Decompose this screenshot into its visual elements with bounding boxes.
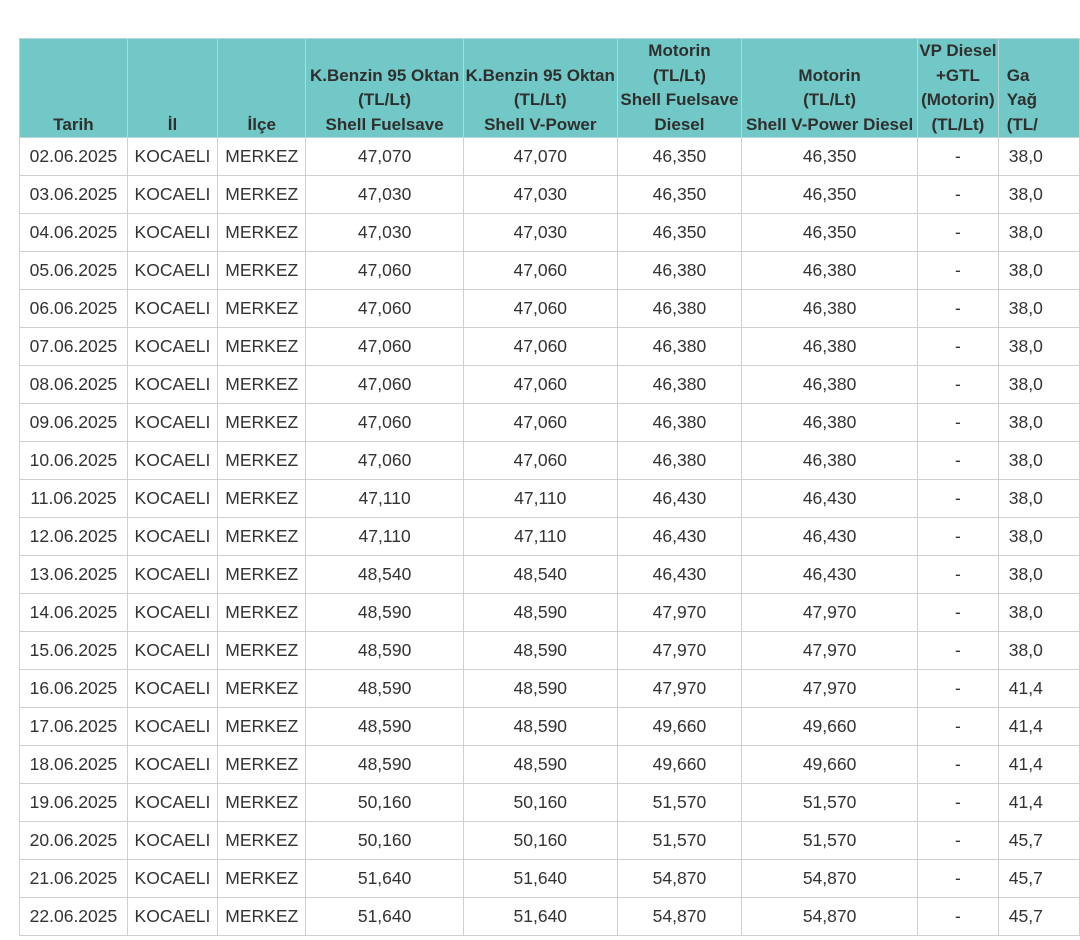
cell-diesel-vpower: 46,380 [742, 290, 918, 328]
cell-province: KOCAELI [127, 632, 217, 670]
cell-date: 14.06.2025 [20, 594, 128, 632]
cell-gasoline-fuelsave: 48,590 [306, 670, 463, 708]
cell-vp-diesel-gtl: - [918, 708, 999, 746]
table-row [20, 252, 1080, 290]
cell-gasoline-vpower: 51,640 [463, 898, 617, 936]
cell-partial-column: 41,4 [998, 670, 1079, 708]
cell-diesel-vpower: 49,660 [742, 708, 918, 746]
cell-partial-column: 38,0 [998, 442, 1079, 480]
column-header-line: İlçe [247, 114, 276, 134]
table-row [20, 290, 1080, 328]
cell-gasoline-vpower: 47,110 [463, 518, 617, 556]
cell-date: 16.06.2025 [20, 670, 128, 708]
cell-date: 07.06.2025 [20, 328, 128, 366]
cell-partial-column: 41,4 [998, 708, 1079, 746]
cell-date: 13.06.2025 [20, 556, 128, 594]
cell-gasoline-vpower: 51,640 [463, 860, 617, 898]
column-header-line: Yağ [1006, 90, 1037, 109]
column-header-line: K.Benzin 95 Oktan [465, 65, 615, 85]
cell-diesel-fuelsave: 51,570 [617, 784, 741, 822]
column-header-diesel-vpower [742, 39, 918, 138]
table-row [20, 214, 1080, 252]
cell-diesel-vpower: 54,870 [742, 898, 918, 936]
table-row [20, 328, 1080, 366]
cell-vp-diesel-gtl: - [918, 214, 999, 252]
cell-vp-diesel-gtl: - [918, 404, 999, 442]
cell-district: MERKEZ [218, 708, 306, 746]
table-row [20, 594, 1080, 632]
cell-vp-diesel-gtl: - [918, 670, 999, 708]
cell-province: KOCAELI [127, 290, 217, 328]
cell-district: MERKEZ [218, 366, 306, 404]
cell-gasoline-fuelsave: 47,060 [306, 442, 463, 480]
cell-diesel-fuelsave: 46,380 [617, 328, 741, 366]
cell-date: 12.06.2025 [20, 518, 128, 556]
cell-diesel-vpower: 54,870 [742, 860, 918, 898]
cell-diesel-fuelsave: 46,430 [617, 556, 741, 594]
cell-gasoline-vpower: 47,030 [463, 176, 617, 214]
cell-date: 06.06.2025 [20, 290, 128, 328]
cell-diesel-vpower: 46,430 [742, 556, 918, 594]
cell-diesel-vpower: 47,970 [742, 670, 918, 708]
cell-gasoline-vpower: 48,590 [463, 670, 617, 708]
cell-district: MERKEZ [218, 176, 306, 214]
cell-date: 10.06.2025 [20, 442, 128, 480]
cell-gasoline-fuelsave: 50,160 [306, 784, 463, 822]
cell-gasoline-fuelsave: 47,070 [306, 138, 463, 176]
cell-diesel-fuelsave: 46,350 [617, 138, 741, 176]
column-header-province [127, 39, 217, 138]
cell-diesel-fuelsave: 51,570 [617, 822, 741, 860]
cell-gasoline-fuelsave: 47,060 [306, 290, 463, 328]
cell-district: MERKEZ [218, 898, 306, 936]
cell-partial-column: 45,7 [998, 822, 1079, 860]
cell-province: KOCAELI [127, 252, 217, 290]
cell-district: MERKEZ [218, 138, 306, 176]
cell-date: 11.06.2025 [20, 480, 128, 518]
cell-diesel-vpower: 49,660 [742, 746, 918, 784]
column-header-partial-column [998, 39, 1079, 138]
cell-diesel-vpower: 51,570 [742, 822, 918, 860]
column-header-line: Shell V-Power Diesel [745, 114, 914, 134]
fuel-price-table [19, 38, 1080, 936]
cell-diesel-fuelsave: 54,870 [617, 898, 741, 936]
cell-vp-diesel-gtl: - [918, 328, 999, 366]
cell-gasoline-vpower: 47,060 [463, 404, 617, 442]
column-header-gasoline-vpower [463, 39, 617, 138]
cell-vp-diesel-gtl: - [918, 138, 999, 176]
table-row [20, 632, 1080, 670]
column-header-line: Motorin [798, 65, 861, 85]
cell-gasoline-vpower: 47,060 [463, 366, 617, 404]
cell-partial-column: 38,0 [998, 176, 1079, 214]
cell-date: 05.06.2025 [20, 252, 128, 290]
cell-district: MERKEZ [218, 670, 306, 708]
cell-gasoline-vpower: 50,160 [463, 822, 617, 860]
cell-vp-diesel-gtl: - [918, 860, 999, 898]
cell-date: 04.06.2025 [20, 214, 128, 252]
table-row [20, 442, 1080, 480]
table-row [20, 708, 1080, 746]
cell-vp-diesel-gtl: - [918, 480, 999, 518]
column-header-date [20, 39, 128, 138]
cell-vp-diesel-gtl: - [918, 518, 999, 556]
cell-partial-column: 38,0 [998, 138, 1079, 176]
cell-gasoline-fuelsave: 48,540 [306, 556, 463, 594]
table-row [20, 860, 1080, 898]
cell-diesel-vpower: 46,380 [742, 366, 918, 404]
cell-province: KOCAELI [127, 214, 217, 252]
column-header-line: (TL/Lt) [803, 90, 856, 109]
table-header-row [20, 39, 1080, 138]
cell-diesel-fuelsave: 46,380 [617, 252, 741, 290]
cell-vp-diesel-gtl: - [918, 594, 999, 632]
cell-vp-diesel-gtl: - [918, 366, 999, 404]
column-header-line: (TL/ [1006, 114, 1038, 134]
cell-province: KOCAELI [127, 822, 217, 860]
column-header-line: (TL/Lt) [931, 114, 985, 134]
cell-partial-column: 41,4 [998, 784, 1079, 822]
cell-gasoline-fuelsave: 47,110 [306, 518, 463, 556]
cell-vp-diesel-gtl: - [918, 442, 999, 480]
table-row [20, 898, 1080, 936]
cell-diesel-fuelsave: 49,660 [617, 746, 741, 784]
cell-diesel-fuelsave: 47,970 [617, 670, 741, 708]
cell-gasoline-vpower: 48,590 [463, 746, 617, 784]
cell-gasoline-fuelsave: 51,640 [306, 898, 463, 936]
cell-gasoline-fuelsave: 50,160 [306, 822, 463, 860]
cell-province: KOCAELI [127, 328, 217, 366]
cell-date: 09.06.2025 [20, 404, 128, 442]
cell-district: MERKEZ [218, 252, 306, 290]
cell-date: 08.06.2025 [20, 366, 128, 404]
column-header-line: (TL/Lt) [358, 90, 412, 109]
column-header-line: Shell Fuelsave [620, 90, 739, 109]
table-row [20, 784, 1080, 822]
cell-district: MERKEZ [218, 594, 306, 632]
cell-gasoline-fuelsave: 48,590 [306, 632, 463, 670]
table-row [20, 746, 1080, 784]
column-header-line: Ga [1006, 65, 1030, 85]
table-row [20, 556, 1080, 594]
cell-vp-diesel-gtl: - [918, 252, 999, 290]
cell-gasoline-fuelsave: 47,030 [306, 214, 463, 252]
cell-gasoline-vpower: 48,590 [463, 708, 617, 746]
cell-diesel-fuelsave: 46,430 [617, 518, 741, 556]
cell-partial-column: 45,7 [998, 860, 1079, 898]
cell-gasoline-vpower: 47,110 [463, 480, 617, 518]
cell-gasoline-fuelsave: 48,590 [306, 594, 463, 632]
table-row [20, 480, 1080, 518]
cell-province: KOCAELI [127, 594, 217, 632]
cell-gasoline-fuelsave: 47,060 [306, 252, 463, 290]
table-row [20, 404, 1080, 442]
column-header-line: (TL/Lt) [653, 65, 706, 85]
column-header-line: Motorin [648, 41, 711, 60]
table-row [20, 138, 1080, 176]
cell-diesel-vpower: 51,570 [742, 784, 918, 822]
cell-vp-diesel-gtl: - [918, 290, 999, 328]
cell-diesel-vpower: 46,350 [742, 214, 918, 252]
cell-partial-column: 38,0 [998, 290, 1079, 328]
column-header-line: +GTL [935, 65, 980, 85]
cell-gasoline-vpower: 50,160 [463, 784, 617, 822]
cell-diesel-fuelsave: 46,380 [617, 290, 741, 328]
cell-diesel-fuelsave: 46,380 [617, 366, 741, 404]
cell-vp-diesel-gtl: - [918, 898, 999, 936]
column-header-diesel-fuelsave [617, 39, 741, 138]
cell-partial-column: 45,7 [998, 898, 1079, 936]
cell-province: KOCAELI [127, 708, 217, 746]
cell-province: KOCAELI [127, 860, 217, 898]
cell-diesel-vpower: 47,970 [742, 594, 918, 632]
cell-partial-column: 38,0 [998, 252, 1079, 290]
cell-province: KOCAELI [127, 518, 217, 556]
table-row [20, 822, 1080, 860]
column-header-vp-diesel-gtl [918, 39, 999, 138]
cell-gasoline-vpower: 47,060 [463, 328, 617, 366]
cell-partial-column: 38,0 [998, 214, 1079, 252]
column-header-line: (Motorin) [921, 90, 995, 109]
cell-partial-column: 38,0 [998, 366, 1079, 404]
cell-diesel-vpower: 46,430 [742, 518, 918, 556]
column-header-gasoline-fuelsave [306, 39, 463, 138]
cell-province: KOCAELI [127, 138, 217, 176]
cell-diesel-fuelsave: 46,350 [617, 176, 741, 214]
cell-province: KOCAELI [127, 746, 217, 784]
cell-district: MERKEZ [218, 480, 306, 518]
column-header-line: (TL/Lt) [513, 90, 567, 109]
table-row [20, 518, 1080, 556]
cell-diesel-fuelsave: 47,970 [617, 632, 741, 670]
cell-diesel-vpower: 47,970 [742, 632, 918, 670]
cell-gasoline-fuelsave: 47,060 [306, 328, 463, 366]
cell-vp-diesel-gtl: - [918, 556, 999, 594]
cell-province: KOCAELI [127, 366, 217, 404]
cell-district: MERKEZ [218, 442, 306, 480]
cell-district: MERKEZ [218, 290, 306, 328]
cell-diesel-vpower: 46,380 [742, 404, 918, 442]
cell-gasoline-vpower: 48,590 [463, 594, 617, 632]
cell-diesel-vpower: 46,430 [742, 480, 918, 518]
cell-gasoline-vpower: 47,070 [463, 138, 617, 176]
cell-date: 21.06.2025 [20, 860, 128, 898]
cell-diesel-fuelsave: 54,870 [617, 860, 741, 898]
column-header-line: VP Diesel [919, 41, 997, 60]
cell-diesel-fuelsave: 47,970 [617, 594, 741, 632]
cell-partial-column: 38,0 [998, 480, 1079, 518]
column-header-line: Diesel [654, 114, 705, 134]
cell-province: KOCAELI [127, 784, 217, 822]
cell-district: MERKEZ [218, 556, 306, 594]
column-header-line: Shell V-Power [484, 114, 597, 134]
cell-diesel-vpower: 46,380 [742, 328, 918, 366]
cell-partial-column: 38,0 [998, 594, 1079, 632]
cell-province: KOCAELI [127, 404, 217, 442]
cell-district: MERKEZ [218, 404, 306, 442]
cell-date: 18.06.2025 [20, 746, 128, 784]
cell-gasoline-fuelsave: 47,030 [306, 176, 463, 214]
cell-diesel-fuelsave: 49,660 [617, 708, 741, 746]
column-header-district [218, 39, 306, 138]
cell-partial-column: 38,0 [998, 556, 1079, 594]
cell-district: MERKEZ [218, 214, 306, 252]
cell-gasoline-fuelsave: 48,590 [306, 708, 463, 746]
cell-date: 03.06.2025 [20, 176, 128, 214]
cell-province: KOCAELI [127, 898, 217, 936]
cell-gasoline-vpower: 47,060 [463, 290, 617, 328]
cell-partial-column: 38,0 [998, 632, 1079, 670]
cell-gasoline-fuelsave: 47,110 [306, 480, 463, 518]
cell-diesel-fuelsave: 46,350 [617, 214, 741, 252]
cell-province: KOCAELI [127, 442, 217, 480]
cell-vp-diesel-gtl: - [918, 632, 999, 670]
cell-diesel-vpower: 46,380 [742, 252, 918, 290]
cell-diesel-fuelsave: 46,430 [617, 480, 741, 518]
cell-gasoline-vpower: 48,590 [463, 632, 617, 670]
cell-province: KOCAELI [127, 670, 217, 708]
cell-district: MERKEZ [218, 632, 306, 670]
column-header-line: İl [167, 114, 178, 134]
cell-district: MERKEZ [218, 328, 306, 366]
cell-gasoline-vpower: 47,060 [463, 442, 617, 480]
cell-gasoline-vpower: 48,540 [463, 556, 617, 594]
cell-vp-diesel-gtl: - [918, 746, 999, 784]
cell-province: KOCAELI [127, 480, 217, 518]
cell-gasoline-vpower: 47,060 [463, 252, 617, 290]
cell-partial-column: 41,4 [998, 746, 1079, 784]
cell-gasoline-fuelsave: 47,060 [306, 404, 463, 442]
cell-diesel-fuelsave: 46,380 [617, 442, 741, 480]
table-row [20, 176, 1080, 214]
cell-diesel-vpower: 46,350 [742, 176, 918, 214]
cell-vp-diesel-gtl: - [918, 176, 999, 214]
cell-date: 17.06.2025 [20, 708, 128, 746]
cell-diesel-vpower: 46,380 [742, 442, 918, 480]
cell-diesel-fuelsave: 46,380 [617, 404, 741, 442]
cell-partial-column: 38,0 [998, 404, 1079, 442]
cell-partial-column: 38,0 [998, 328, 1079, 366]
cell-gasoline-vpower: 47,030 [463, 214, 617, 252]
cell-vp-diesel-gtl: - [918, 822, 999, 860]
cell-date: 22.06.2025 [20, 898, 128, 936]
cell-date: 20.06.2025 [20, 822, 128, 860]
cell-district: MERKEZ [218, 860, 306, 898]
table-row [20, 670, 1080, 708]
cell-date: 02.06.2025 [20, 138, 128, 176]
column-header-line: K.Benzin 95 Oktan [309, 65, 460, 85]
cell-district: MERKEZ [218, 784, 306, 822]
cell-district: MERKEZ [218, 822, 306, 860]
column-header-line: Tarih [53, 114, 94, 134]
cell-gasoline-fuelsave: 47,060 [306, 366, 463, 404]
table-body [20, 138, 1080, 936]
cell-district: MERKEZ [218, 746, 306, 784]
cell-vp-diesel-gtl: - [918, 784, 999, 822]
column-header-line: Shell Fuelsave [325, 114, 444, 134]
cell-diesel-vpower: 46,350 [742, 138, 918, 176]
cell-district: MERKEZ [218, 518, 306, 556]
cell-gasoline-fuelsave: 51,640 [306, 860, 463, 898]
cell-partial-column: 38,0 [998, 518, 1079, 556]
cell-gasoline-fuelsave: 48,590 [306, 746, 463, 784]
cell-province: KOCAELI [127, 176, 217, 214]
table-row [20, 366, 1080, 404]
cell-date: 19.06.2025 [20, 784, 128, 822]
cell-date: 15.06.2025 [20, 632, 128, 670]
cell-province: KOCAELI [127, 556, 217, 594]
